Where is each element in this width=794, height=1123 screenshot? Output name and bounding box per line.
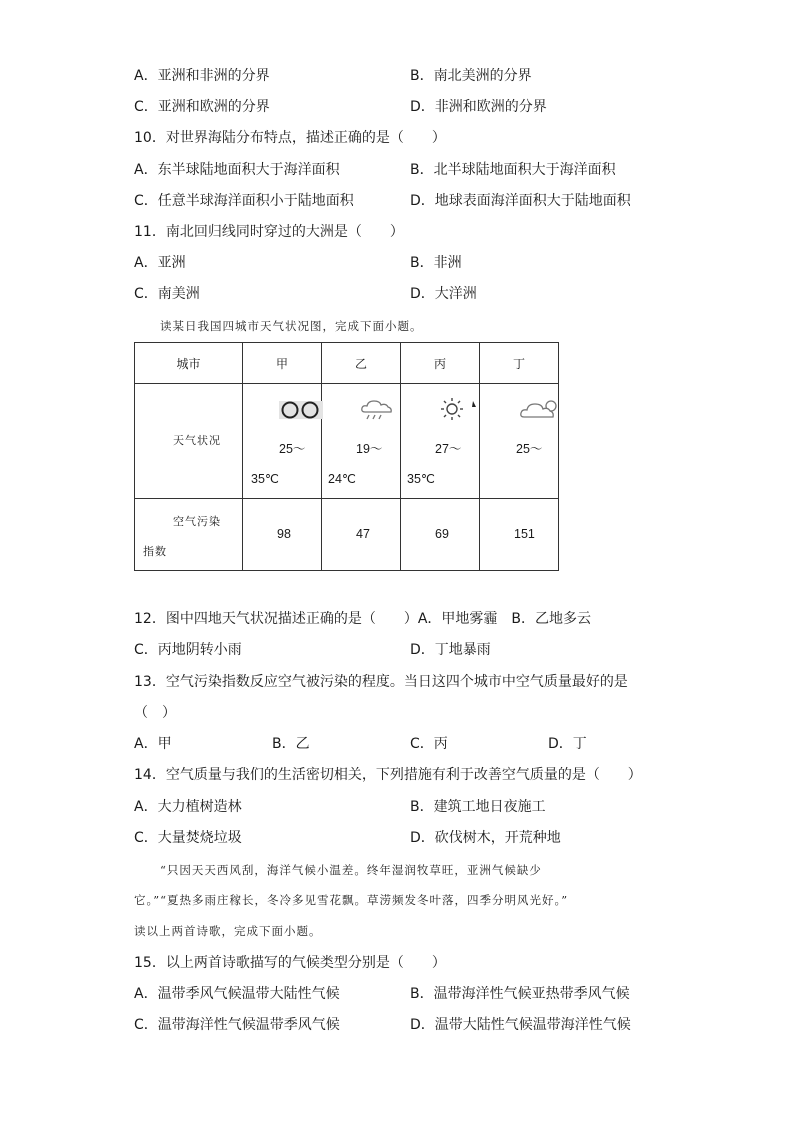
q12-option-d: D．丁地暴雨	[410, 642, 491, 658]
cloudy-icon	[520, 398, 558, 423]
q9-option-d: D．非洲和欧洲的分界	[410, 99, 547, 115]
q13-option-d: D．丁	[548, 736, 587, 752]
q14-option-a: A．大力植树造林	[134, 799, 242, 815]
q13-option-a: A．甲	[134, 736, 172, 752]
air-index-yi: 47	[322, 499, 401, 571]
q15-option-c: C．温带海洋性气候温带季风气候	[134, 1017, 340, 1033]
air-index-ding: 151	[480, 499, 559, 571]
row-label-air: 空气污染 指数	[135, 499, 243, 571]
q14-option-c: C．大量焚烧垃圾	[134, 830, 242, 846]
q9-option-a: A．亚洲和非洲的分界	[134, 68, 270, 84]
q13-stem: 13．空气污染指数反应空气被污染的程度。当日这四个城市中空气质量最好的是	[134, 674, 628, 690]
q11-option-a: A．亚洲	[134, 255, 186, 271]
table-intro: 读某日我国四城市天气状况图，完成下面小题。	[160, 319, 423, 333]
q14-option-d: D．砍伐树木，开荒种地	[410, 830, 561, 846]
poem-line-2: 它。”“夏热多雨庄稼长，冬冷多见雪花飘。草涝频发冬叶落，四季分明风光好。”	[134, 893, 569, 907]
poem-instruction: 读以上两首诗歌，完成下面小题。	[134, 924, 322, 938]
q11-stem: 11．南北回归线同时穿过的大洲是（ ）	[134, 224, 404, 240]
q15-option-a: A．温带季风气候温带大陆性气候	[134, 986, 340, 1002]
air-index-bing: 69	[401, 499, 480, 571]
haze-icon	[279, 400, 323, 423]
q11-option-c: C．南美洲	[134, 286, 200, 302]
q13-paren: （ ）	[134, 705, 176, 721]
q15-stem: 15．以上两首诗歌描写的气候类型分别是（ ）	[134, 955, 446, 971]
header-city-ding: 丁	[480, 343, 559, 384]
q15-option-b: B．温带海洋性气候亚热带季风气候	[410, 986, 630, 1002]
q14-stem: 14．空气质量与我们的生活密切相关，下列措施有利于改善空气质量的是（ ）	[134, 767, 642, 783]
header-city: 城市	[135, 343, 243, 384]
q13-option-c: C．丙	[410, 736, 448, 752]
header-city-yi: 乙	[322, 343, 401, 384]
q11-option-b: B．非洲	[410, 255, 462, 271]
q13-option-b: B．乙	[272, 736, 310, 752]
q11-option-d: D．大洋洲	[410, 286, 477, 302]
weather-cell-yi: 19～ 24℃	[322, 384, 401, 499]
q9-option-b: B．南北美洲的分界	[410, 68, 532, 84]
weather-cell-ding: 25～	[480, 384, 559, 499]
weather-cell-bing: 27～ 35℃	[401, 384, 480, 499]
q10-option-c: C．任意半球海洋面积小于陆地面积	[134, 193, 354, 209]
q12-stem: 12．图中四地天气状况描述正确的是（ ）A．甲地雾霾 B．乙地多云	[134, 611, 591, 627]
rain-icon	[360, 398, 394, 425]
q15-option-d: D．温带大陆性气候温带海洋性气候	[410, 1017, 631, 1033]
air-index-jia: 98	[243, 499, 322, 571]
q12-option-c: C．丙地阴转小雨	[134, 642, 242, 658]
weather-cell-jia: 25～ 35℃	[243, 384, 322, 499]
poem-line-1: “只因天天西风刮，海洋气候小温差。终年湿润牧草旺，亚洲气候缺少	[160, 863, 542, 877]
q10-stem: 10．对世界海陆分布特点，描述正确的是（ ）	[134, 130, 446, 146]
q10-option-b: B．北半球陆地面积大于海洋面积	[410, 162, 616, 178]
q14-option-b: B．建筑工地日夜施工	[410, 799, 546, 815]
sun-icon	[439, 397, 479, 424]
header-city-jia: 甲	[243, 343, 322, 384]
weather-table	[134, 342, 559, 571]
header-city-bing: 丙	[401, 343, 480, 384]
row-label-weather: 天气状况	[135, 384, 243, 499]
q10-option-a: A．东半球陆地面积大于海洋面积	[134, 162, 340, 178]
q9-option-c: C．亚洲和欧洲的分界	[134, 99, 270, 115]
q10-option-d: D．地球表面海洋面积大于陆地面积	[410, 193, 631, 209]
